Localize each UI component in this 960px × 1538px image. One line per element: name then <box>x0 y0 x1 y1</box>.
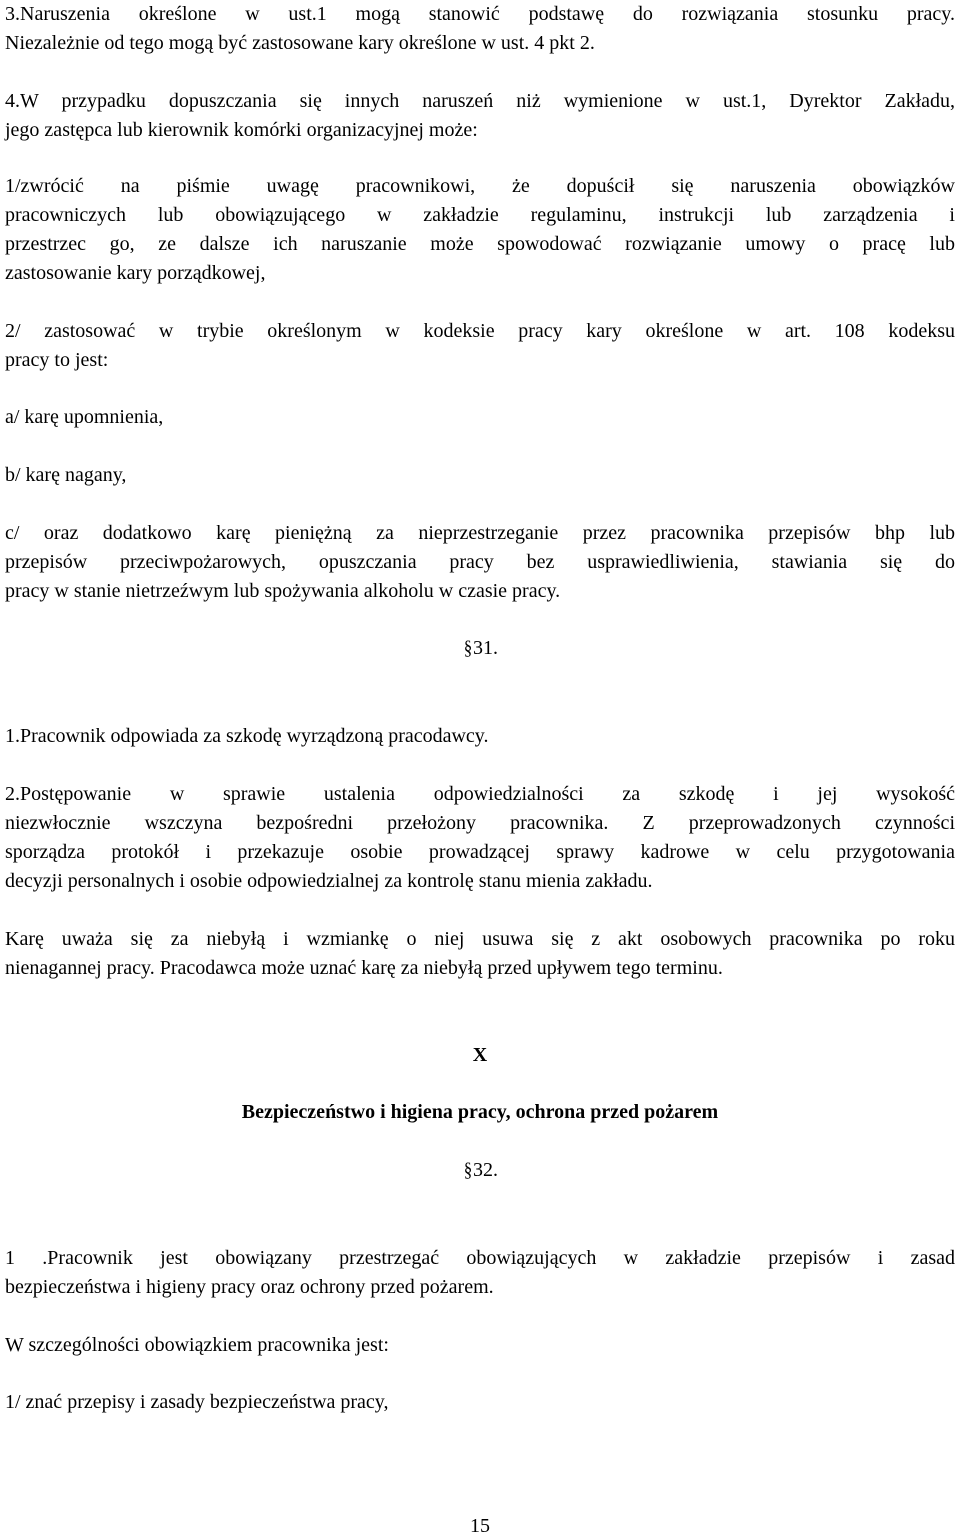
s32-para-1-line-1: 1 .Pracownik jest obowiązany przestrzegać obowiązujących w zakładzie przepisów i zasad <box>5 1247 955 1269</box>
para-3-line-1: 3.Naruszenia określone w ust.1 mogą stanowić podstawę do rozwiązania stosunku pracy. <box>5 3 955 25</box>
s31-para-3-line-2: nienagannej pracy. Pracodawca może uznać karę za niebyłą przed upływem tego terminu. <box>5 957 723 979</box>
item-1-line-1: 1/zwrócić na piśmie uwagę pracownikowi, że dopuścił się naruszenia obowiązków <box>5 175 955 197</box>
s31-para-3-line-1: Karę uważa się za niebyłą i wzmiankę o niej usuwa się z akt osobowych pracownika po roku <box>5 928 955 950</box>
para-4-line-1: 4.W przypadku dopuszczania się innych naruszeń niż wymienione w ust.1, Dyrektor Zakładu, <box>5 90 955 112</box>
item-2-line-1: 2/ zastosować w trybie określonym w kodeksie pracy kary określone w art. 108 kodeksu <box>5 320 955 342</box>
s32-item-1: 1/ znać przepisy i zasady bezpieczeństwa pracy, <box>5 1391 389 1413</box>
s32-intro: W szczególności obowiązkiem pracownika jest: <box>5 1334 389 1356</box>
section-31-number: 31. <box>473 637 498 659</box>
section-symbol: § <box>463 1159 473 1181</box>
item-c-line-1: c/ oraz dodatkowo karę pieniężną za nieprzestrzeganie przez pracownika przepisów bhp lub <box>5 522 955 544</box>
section-31-heading <box>463 636 498 660</box>
item-a: a/ karę upomnienia, <box>5 406 164 428</box>
item-1-line-3: przestrzec go, ze dalsze ich naruszanie może spowodować rozwiązanie umowy o pracę lub <box>5 233 955 255</box>
s31-para-2-line-3: sporządza protokół i przekazuje osobie prowadzącej sprawy kadrowe w celu przygotowania <box>5 841 955 863</box>
section-32-heading <box>463 1158 498 1182</box>
para-4-line-2: jego zastępca lub kierownik komórki organizacyjnej może: <box>5 119 478 141</box>
item-c-line-2: przepisów przeciwpożarowych, opuszczania pracy bez usprawiedliwienia, stawiania się do <box>5 551 955 573</box>
s31-para-1: 1.Pracownik odpowiada za szkodę wyrządzoną pracodawcy. <box>5 725 489 747</box>
item-1-line-4: zastosowanie kary porządkowej, <box>5 262 266 284</box>
para-3-line-2: Niezależnie od tego mogą być zastosowane kary określone w ust. 4 pkt 2. <box>5 32 595 54</box>
section-symbol: § <box>463 637 473 659</box>
chapter-number: X <box>472 1044 488 1066</box>
item-b: b/ karę nagany, <box>5 464 127 486</box>
page-number: 15 <box>470 1515 490 1537</box>
s32-para-1-line-2: bezpieczeństwa i higieny pracy oraz ochrony przed pożarem. <box>5 1276 494 1298</box>
chapter-title: Bezpieczeństwo i higiena pracy, ochrona przed pożarem <box>241 1101 719 1123</box>
s31-para-2-line-4: decyzji personalnych i osobie odpowiedzialnej za kontrolę stanu mienia zakładu. <box>5 870 653 892</box>
s31-para-2-line-1: 2.Postępowanie w sprawie ustalenia odpowiedzialności za szkodę i jej wysokość <box>5 783 955 805</box>
section-32-number: 32. <box>473 1159 498 1181</box>
item-1-line-2: pracowniczych lub obowiązującego w zakładzie regulaminu, instrukcji lub zarządzenia i <box>5 204 955 226</box>
item-2-line-2: pracy to jest: <box>5 349 109 371</box>
item-c-line-3: pracy w stanie nietrzeźwym lub spożywania alkoholu w czasie pracy. <box>5 580 561 602</box>
s31-para-2-line-2: niezwłocznie wszczyna bezpośredni przełożony pracownika. Z przeprowadzonych czynności <box>5 812 955 834</box>
